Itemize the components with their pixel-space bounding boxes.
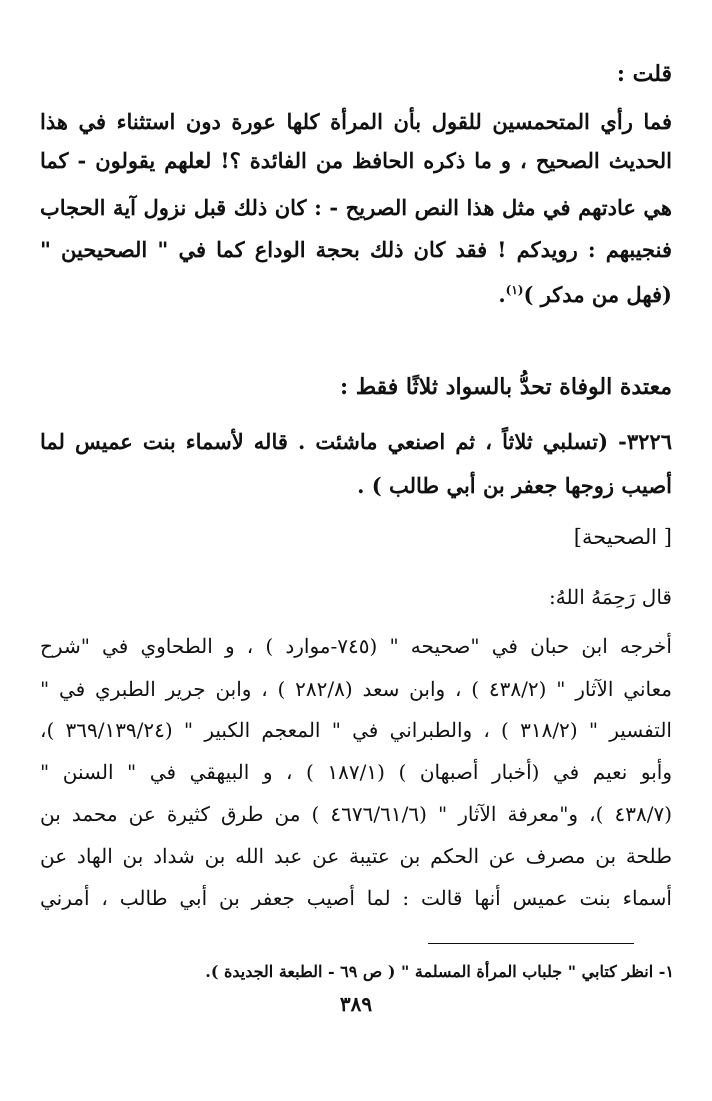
paragraph-line-1: فما رأي المتحمسين للقول بأن المرأة كلها عورة دون استثناء في هذا: [40, 109, 672, 134]
paragraph-line-5: [40, 273, 672, 312]
paragraph-line-2: الحديث الصحيح ، و ما ذكره الحافظ من الفائدة ؟! لعلهم يقولون - كما: [40, 148, 672, 173]
qultu-heading: قلت :: [616, 61, 672, 87]
hadith-line-1: ٣٢٢٦- (تسلبي ثلاثاً ، ثم اصنعي ماشئت . قاله لأسماء بنت عميس لما: [40, 429, 672, 454]
footnote-separator: [428, 943, 634, 944]
hadith-line-2: أصيب زوجها جعفر بن أبي طالب ) .: [357, 473, 672, 498]
commentary-line-3: التفسير " (٣١٨/٢ ) ، والطبراني في " المعجم الكبير " (٣٦٩/١٣٩/٢٤ )،: [40, 718, 672, 742]
paragraph-last-text: (فهل من مدكر ): [523, 282, 672, 307]
paragraph-end-punct: .: [498, 282, 506, 307]
commentary-line-4: وأبو نعيم في (أخبار أصبهان ) (١٨٧/١ ) ، و البيهقي في " السنن ": [40, 760, 672, 784]
commentary-line-5: (٤٣٨/٧ )، و"معرفة الآثار " (٤٦٧٦/٦١/٦ ) من طرق كثيرة عن محمد بن: [40, 802, 672, 826]
commentary-line-6: طلحة بن مصرف عن الحكم بن عتيبة عن عبد الله بن شداد بن الهاد عن: [40, 844, 672, 868]
commentary-line-1: أخرجه ابن حبان في "صحيحه " (٧٤٥-موارد ) ، و الطحاوي في "شرح: [40, 634, 672, 658]
paragraph-line-4: فنجيبهم : رويدكم ! فقد كان ذلك بحجة الوداع كما في " الصحيحين ": [40, 237, 672, 262]
page-number: ٣٨٩: [339, 992, 373, 1016]
commentary-line-7: أسماء بنت عميس أنها قالت : لما أصيب جعفر بن أبي طالب ، أمرني: [40, 886, 672, 910]
paragraph-line-3: هي عادتهم في مثل هذا النص الصريح - : كان ذلك قبل نزول آية الحجاب: [40, 195, 672, 220]
qal-label: قال رَحِمَهُ اللهُ:: [549, 585, 672, 609]
commentary-line-2: معاني الآثار " (٤٣٨/٢ ) ، وابن سعد (٢٨٢/٨ ) ، وابن جرير الطبري في ": [40, 677, 672, 701]
footnote-marker: (١): [505, 283, 524, 297]
hadith-rating: [ الصحيحة]: [573, 525, 672, 549]
footnote-text: ١- انظر كتابي " جلباب المرأة المسلمة " ( ص ٦٩ - الطبعة الجديدة ).: [205, 962, 674, 981]
section-heading: معتدة الوفاة تحدُّ بالسواد ثلاثًا فقط :: [339, 374, 672, 400]
